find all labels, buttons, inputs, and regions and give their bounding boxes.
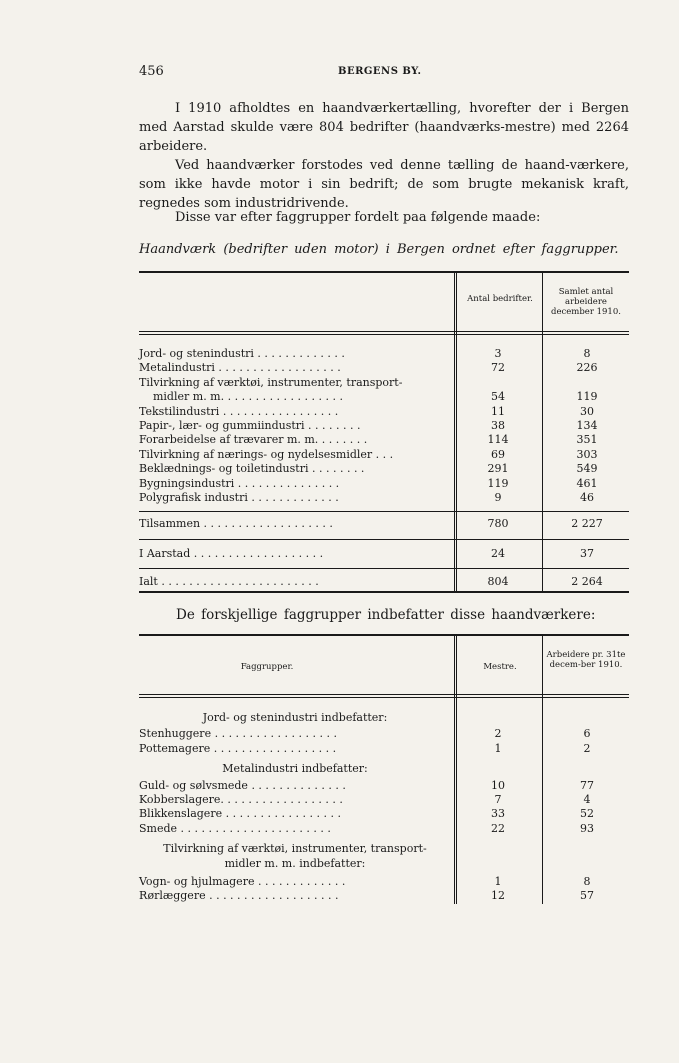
row-label: Blikkenslagere . . . . . . . . . . . . . . . . . xyxy=(139,807,341,821)
table1-ialt-rule xyxy=(139,568,629,569)
row-label: Forarbeidelse af trævarer m. m. . . . . . . . xyxy=(139,433,368,447)
row-label: midler m. m. . . . . . . . . . . . . . . . . . xyxy=(139,390,343,404)
row-value-bedrifter: 72 xyxy=(491,361,505,375)
row-value-arbeidere: 134 xyxy=(576,419,598,432)
row-value-bedrifter: 3 xyxy=(494,347,502,360)
table1-total-rule xyxy=(139,511,629,512)
table2-col2-header: Arbeidere pr. 31te decem-ber 1910. xyxy=(546,650,626,670)
intro-paragraph-2-text: Ved haandværker forstodes ved denne tælling de haand-værkere, som ikke havde motor i sin bedrift; de som brugte mekanisk kraft, regnedes som industridrivende. xyxy=(139,158,629,212)
row-label: Vogn- og hjulmagere . . . . . . . . . . . . . xyxy=(139,875,346,888)
table1-row xyxy=(139,462,629,476)
row-value-mestre: 22 xyxy=(491,821,505,835)
row-label: Ialt . . . . . . . . . . . . . . . . . . . . . . . xyxy=(139,575,319,588)
table1-total-row xyxy=(139,517,629,531)
table1-col2-header: Samlet antal arbeidere december 1910. xyxy=(551,287,621,317)
table1-title: Haandværk (bedrifter uden motor) i Bergen ordnet efter faggrupper. xyxy=(139,242,619,257)
row-label: Tilvirkning af værktøi, instrumenter, transport- xyxy=(139,375,403,389)
row-value-arbeidere: 52 xyxy=(580,807,594,821)
row-value-bedrifter: 38 xyxy=(491,419,505,432)
running-title: BERGENS BY. xyxy=(338,66,422,77)
row-label: Rørlæggere . . . . . . . . . . . . . . . . . . . xyxy=(139,889,339,903)
row-value-mestre: 2 xyxy=(494,727,502,741)
table2-col1-header: Mestre. xyxy=(483,662,517,672)
table2-vline-1b xyxy=(456,636,457,904)
row-label: Polygrafisk industri . . . . . . . . . . . . . xyxy=(139,491,339,504)
row-value-bedrifter: 11 xyxy=(491,404,505,418)
table1-row xyxy=(139,405,629,419)
row-value-arbeidere: 8 xyxy=(583,875,591,888)
row-value-bedrifter: 804 xyxy=(487,575,509,588)
row-label: Stenhuggere . . . . . . . . . . . . . . . . . . xyxy=(139,727,337,741)
table2-row xyxy=(139,727,629,741)
row-label: Tilsammen . . . . . . . . . . . . . . . . . . . xyxy=(139,517,333,530)
table1-aarstad-rule xyxy=(139,539,629,540)
table1-header-rule-2 xyxy=(139,334,629,335)
row-value-bedrifter: 780 xyxy=(487,517,509,530)
table1-top-rule xyxy=(139,271,629,273)
intro-paragraph-2 xyxy=(139,156,629,214)
row-value-bedrifter: 119 xyxy=(487,476,509,490)
table2-top-rule xyxy=(139,634,629,636)
row-value-arbeidere: 461 xyxy=(576,476,598,490)
table1-row xyxy=(139,477,629,491)
section-heading: Jord- og stenindustri indbefatter: xyxy=(202,711,388,724)
table2-row xyxy=(139,807,629,821)
table2-row xyxy=(139,875,629,889)
row-label: Smede . . . . . . . . . . . . . . . . . . . . . . xyxy=(139,821,331,835)
table2-header-rule xyxy=(139,694,629,695)
table1-row xyxy=(139,433,629,447)
row-label: I Aarstad . . . . . . . . . . . . . . . . . . . xyxy=(139,547,324,560)
row-label: Beklædnings- og toiletindustri . . . . . . . . xyxy=(139,462,365,476)
table1-row xyxy=(139,491,629,505)
table2-row xyxy=(139,793,629,807)
row-value-arbeidere: 2 264 xyxy=(571,575,603,588)
table1-row xyxy=(139,419,629,433)
row-value-arbeidere: 77 xyxy=(580,778,594,792)
table2-row xyxy=(139,779,629,793)
row-value-arbeidere: 57 xyxy=(580,889,594,903)
section-heading-continued: midler m. m. indbefatter: xyxy=(224,856,366,870)
row-value-mestre: 33 xyxy=(491,807,505,821)
row-value-bedrifter: 69 xyxy=(491,447,505,461)
section-heading: Metalindustri indbefatter: xyxy=(222,762,368,776)
table1-row xyxy=(139,376,629,390)
row-value-arbeidere: 303 xyxy=(576,447,598,461)
table2-row xyxy=(139,742,629,756)
row-value-bedrifter: 9 xyxy=(494,491,502,504)
table2-vline-1 xyxy=(454,636,455,904)
table1-row xyxy=(139,448,629,462)
row-value-arbeidere: 37 xyxy=(580,547,594,560)
table1-header-rule xyxy=(139,331,629,332)
row-value-mestre: 1 xyxy=(494,741,502,755)
table2-vline-2 xyxy=(542,636,543,904)
row-value-arbeidere: 4 xyxy=(583,793,591,806)
row-value-arbeidere: 6 xyxy=(583,727,591,741)
intro-paragraph-1 xyxy=(139,99,629,157)
row-label: Bygningsindustri . . . . . . . . . . . . . . . xyxy=(139,476,340,490)
row-value-arbeidere: 226 xyxy=(576,361,598,375)
intro-paragraph-1-text: I 1910 afholdtes en haandværkertælling, hvorefter der i Bergen med Aarstad skulde være 804 bedrifter (haandværks-mestre) med 2264 arbeidere. xyxy=(139,101,629,155)
row-label: Papir-, lær- og gummiindustri . . . . . . . . xyxy=(139,419,361,432)
row-value-mestre: 12 xyxy=(491,889,505,903)
row-value-arbeidere: 46 xyxy=(580,491,594,504)
table1-aarstad-row xyxy=(139,547,629,561)
intro-paragraph-3-text: Disse var efter faggrupper fordelt paa følgende maade: xyxy=(175,210,541,225)
row-label: Jord- og stenindustri . . . . . . . . . . . . . xyxy=(139,347,345,360)
table1-row xyxy=(139,347,629,361)
table2-header-rule-2 xyxy=(139,697,629,698)
row-value-arbeidere: 119 xyxy=(576,390,598,404)
row-label: Guld- og sølvsmede . . . . . . . . . . . . . . xyxy=(139,778,346,792)
table2-row xyxy=(139,822,629,836)
section-heading: Tilvirkning af værktøi, instrumenter, transport- xyxy=(163,842,427,856)
row-value-bedrifter: 54 xyxy=(491,390,505,404)
row-label: Kobberslagere. . . . . . . . . . . . . . . . . . xyxy=(139,793,343,806)
row-value-arbeidere: 93 xyxy=(580,821,594,835)
table1-row xyxy=(139,390,629,404)
row-value-arbeidere: 351 xyxy=(576,433,598,447)
row-value-bedrifter: 291 xyxy=(487,462,509,476)
row-label: Metalindustri . . . . . . . . . . . . . . . . . . xyxy=(139,361,341,375)
table1-col1-header: Antal bedrifter. xyxy=(467,294,533,304)
row-value-mestre: 10 xyxy=(491,778,505,792)
row-label: Tekstilindustri . . . . . . . . . . . . . . . . . xyxy=(139,404,339,418)
intro-paragraph-3 xyxy=(139,208,629,227)
table1-bottom-rule xyxy=(139,591,629,593)
row-value-arbeidere: 8 xyxy=(583,347,591,360)
page-number: 456 xyxy=(139,64,164,79)
row-value-bedrifter: 114 xyxy=(487,433,509,447)
table2-col0-header: Faggrupper. xyxy=(240,662,294,672)
row-value-arbeidere: 2 227 xyxy=(571,517,603,530)
table2-title: De forskjellige faggrupper indbefatter disse haandværkere: xyxy=(176,607,596,623)
row-value-arbeidere: 2 xyxy=(583,741,591,755)
table1-ialt-row xyxy=(139,575,629,589)
row-label: Tilvirkning af nærings- og nydelsesmidler . . . xyxy=(139,447,394,461)
row-value-arbeidere: 30 xyxy=(580,404,594,418)
row-value-mestre: 1 xyxy=(494,875,502,888)
table2-row xyxy=(139,889,629,903)
row-label: Pottemagere . . . . . . . . . . . . . . . . . . xyxy=(139,741,337,755)
row-value-bedrifter: 24 xyxy=(491,547,505,560)
row-value-mestre: 7 xyxy=(494,793,502,806)
row-value-arbeidere: 549 xyxy=(576,462,598,476)
table1-row xyxy=(139,361,629,375)
